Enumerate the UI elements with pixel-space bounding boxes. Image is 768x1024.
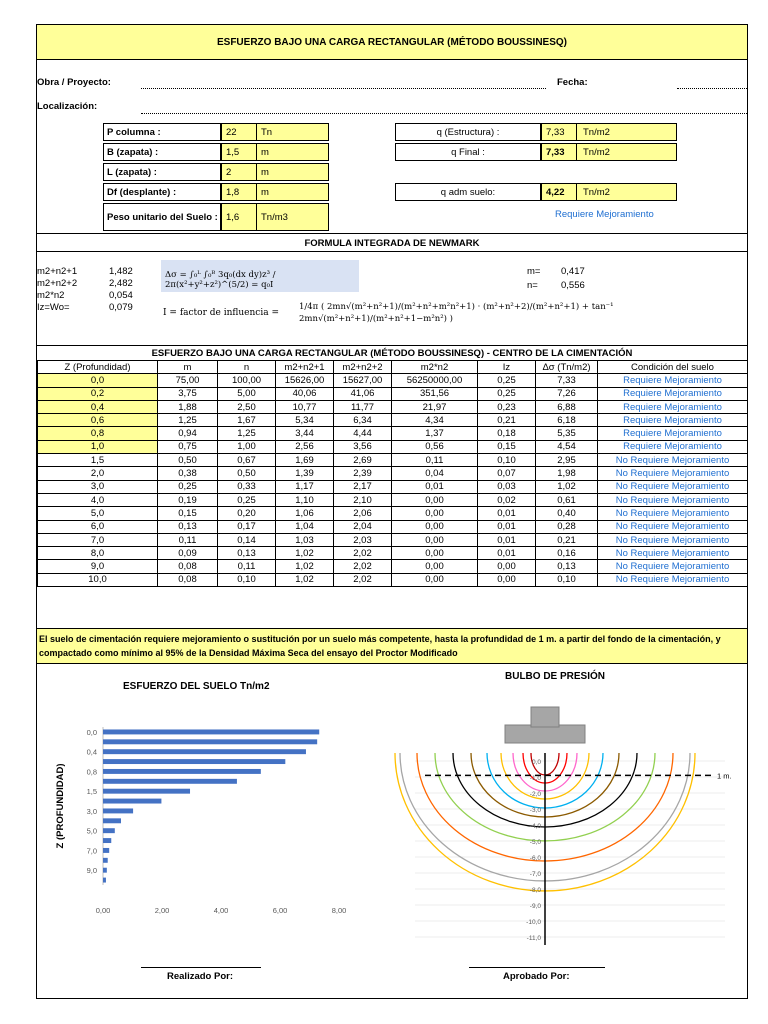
bar bbox=[103, 858, 108, 863]
table-cell: 15626,00 bbox=[276, 374, 334, 387]
worksheet bbox=[36, 24, 748, 999]
table-cell: 0,00 bbox=[392, 520, 478, 533]
table-cell: 2,02 bbox=[334, 560, 392, 573]
bulb-depth-tick: -3,0 bbox=[529, 807, 541, 814]
table-cell: 6,18 bbox=[536, 414, 598, 427]
input-unit: Tn bbox=[257, 123, 329, 141]
table-cell: 0,15 bbox=[478, 440, 536, 453]
table-header-cell: Condición del suelo bbox=[598, 361, 748, 374]
table-cell: 0,10 bbox=[478, 454, 536, 467]
table-cell: 2,04 bbox=[334, 520, 392, 533]
bulb-depth-tick: -2,0 bbox=[529, 791, 541, 798]
table-cell: 56250000,00 bbox=[392, 374, 478, 387]
newmark-param-value: 0,079 bbox=[109, 302, 133, 313]
realizado-label: Realizado Por: bbox=[167, 971, 233, 982]
table-cell: 0,33 bbox=[218, 480, 276, 493]
table-cell: No Requiere Mejoramiento bbox=[598, 480, 748, 493]
bulb-depth-tick: -11,0 bbox=[526, 935, 541, 942]
table-row bbox=[38, 560, 748, 573]
bulb-depth-tick: -7,0 bbox=[529, 871, 541, 878]
table-cell: 6,34 bbox=[334, 414, 392, 427]
bar bbox=[103, 729, 319, 734]
table-cell: 0,18 bbox=[478, 427, 536, 440]
bar-chart-y-tick: 5,0 bbox=[86, 826, 97, 836]
table-cell: 4,54 bbox=[536, 440, 598, 453]
table-row bbox=[38, 387, 748, 400]
table-cell: 100,00 bbox=[218, 374, 276, 387]
table-cell: 1,06 bbox=[276, 507, 334, 520]
bar-chart-y-tick: 9,0 bbox=[86, 866, 97, 876]
table-cell: 1,67 bbox=[218, 414, 276, 427]
table-header-cell: m bbox=[158, 361, 218, 374]
table-cell: 8,0 bbox=[38, 547, 158, 560]
table-cell: 1,37 bbox=[392, 427, 478, 440]
bulb-depth-tick: -8,0 bbox=[529, 887, 541, 894]
table-cell: 1,00 bbox=[218, 440, 276, 453]
table-cell: 21,97 bbox=[392, 400, 478, 413]
bar-chart-x-tick: 4,00 bbox=[213, 906, 229, 915]
localizacion-label: Localización: bbox=[37, 101, 98, 112]
table-cell: No Requiere Mejoramiento bbox=[598, 533, 748, 546]
table-cell: 1,88 bbox=[158, 400, 218, 413]
bar-chart bbox=[37, 715, 367, 915]
newmark-param-value: 2,482 bbox=[109, 278, 133, 289]
bulb-depth-tick: -10,0 bbox=[526, 919, 541, 926]
table-cell: Requiere Mejoramiento bbox=[598, 400, 748, 413]
table-cell: 0,01 bbox=[478, 533, 536, 546]
table-cell: 2,50 bbox=[218, 400, 276, 413]
table-cell: 0,10 bbox=[218, 573, 276, 586]
table-cell: 2,10 bbox=[334, 493, 392, 506]
bar bbox=[103, 779, 237, 784]
table-header-cell: m2+n2+1 bbox=[276, 361, 334, 374]
q-final-value: 7,33 bbox=[541, 143, 577, 161]
table-cell: 4,34 bbox=[392, 414, 478, 427]
table-cell: 2,0 bbox=[38, 467, 158, 480]
fecha-field[interactable] bbox=[677, 88, 747, 89]
formula-influence: 1/4π ( 2mn√(m²+n²+1)/(m²+n²+m²n²+1) · (m²+n²+2)/(m²+n²+1) + tan⁻¹ 2mn√(m²+n²+1)/(m²+n²+1−m²n²) ) bbox=[299, 302, 614, 324]
table-cell: 40,06 bbox=[276, 387, 334, 400]
table-cell: 6,88 bbox=[536, 400, 598, 413]
table-cell: 0,13 bbox=[536, 560, 598, 573]
table-cell: 0,25 bbox=[218, 493, 276, 506]
input-label: B (zapata) : bbox=[103, 143, 221, 161]
q-adm-value: 4,22 bbox=[541, 183, 577, 201]
table-cell: 0,19 bbox=[158, 493, 218, 506]
table-row bbox=[38, 467, 748, 480]
input-value[interactable]: 1,8 bbox=[221, 183, 257, 201]
table-cell: 0,00 bbox=[478, 573, 536, 586]
newmark-param-value: 1,482 bbox=[109, 266, 133, 277]
table-cell: 0,08 bbox=[158, 573, 218, 586]
table-cell: 0,20 bbox=[218, 507, 276, 520]
table-cell: 15627,00 bbox=[334, 374, 392, 387]
table-cell: Requiere Mejoramiento bbox=[598, 414, 748, 427]
bulb-chart-title: BULBO DE PRESIÓN bbox=[505, 671, 606, 682]
table-cell: 1,17 bbox=[276, 480, 334, 493]
table-cell: No Requiere Mejoramiento bbox=[598, 507, 748, 520]
q-final-label: q Final : bbox=[395, 143, 541, 161]
q-estructura-label: q (Estructura) : bbox=[395, 123, 541, 141]
table-cell: 0,00 bbox=[392, 533, 478, 546]
table-cell: 0,25 bbox=[158, 480, 218, 493]
table-row bbox=[38, 547, 748, 560]
input-unit: m bbox=[257, 183, 329, 201]
table-cell: 4,0 bbox=[38, 493, 158, 506]
bar-chart-y-tick: 1,5 bbox=[86, 787, 97, 797]
bar-chart-y-tick: 0,0 bbox=[86, 727, 97, 737]
input-label: P columna : bbox=[103, 123, 221, 141]
n-value: 0,556 bbox=[561, 280, 585, 291]
table-cell: 7,26 bbox=[536, 387, 598, 400]
table-cell: 10,0 bbox=[38, 573, 158, 586]
table-header-cell: Iz bbox=[478, 361, 536, 374]
table-header-cell: m2*n2 bbox=[392, 361, 478, 374]
table-cell: 0,16 bbox=[536, 547, 598, 560]
table-cell: 0,15 bbox=[158, 507, 218, 520]
q-final-unit: Tn/m2 bbox=[577, 143, 677, 161]
table-cell: 0,61 bbox=[536, 493, 598, 506]
table-row bbox=[38, 480, 748, 493]
table-cell: 41,06 bbox=[334, 387, 392, 400]
newmark-param-label: m2+n2+2 bbox=[37, 278, 78, 289]
table-cell: 3,75 bbox=[158, 387, 218, 400]
bar-chart-title: ESFUERZO DEL SUELO Tn/m2 bbox=[123, 681, 270, 692]
newmark-param-value: 0,054 bbox=[109, 290, 133, 301]
bar-chart-y-tick: 0,8 bbox=[86, 767, 97, 777]
table-cell: 2,02 bbox=[334, 573, 392, 586]
table-cell: 1,5 bbox=[38, 454, 158, 467]
bar bbox=[103, 789, 190, 794]
table-cell: 1,10 bbox=[276, 493, 334, 506]
m-label: m= bbox=[527, 266, 541, 277]
table-cell: 0,00 bbox=[392, 493, 478, 506]
input-value[interactable]: 2 bbox=[221, 163, 257, 181]
table-cell: 1,02 bbox=[276, 573, 334, 586]
q-estructura-value: 7,33 bbox=[541, 123, 577, 141]
table-cell: 1,39 bbox=[276, 467, 334, 480]
table-title: ESFUERZO BAJO UNA CARGA RECTANGULAR (MÉTODO BOUSSINESQ) - CENTRO DE LA CIMENTACIÓN bbox=[151, 348, 633, 359]
table-cell: 0,01 bbox=[478, 507, 536, 520]
table-cell: 3,56 bbox=[334, 440, 392, 453]
table-cell: 0,50 bbox=[218, 467, 276, 480]
bar bbox=[103, 868, 107, 873]
table-row bbox=[38, 507, 748, 520]
table-cell: 2,06 bbox=[334, 507, 392, 520]
table-cell: 1,03 bbox=[276, 533, 334, 546]
table-cell: 0,13 bbox=[218, 547, 276, 560]
table-cell: 0,0 bbox=[38, 374, 158, 387]
table-cell: 0,03 bbox=[478, 480, 536, 493]
table-cell: No Requiere Mejoramiento bbox=[598, 454, 748, 467]
table-cell: 0,2 bbox=[38, 387, 158, 400]
table-cell: 0,00 bbox=[392, 547, 478, 560]
table-cell: 1,69 bbox=[276, 454, 334, 467]
table-cell: 1,25 bbox=[158, 414, 218, 427]
bar bbox=[103, 838, 111, 843]
table-cell: 2,69 bbox=[334, 454, 392, 467]
q-adm-label: q adm suelo: bbox=[395, 183, 541, 201]
input-value[interactable]: 22 bbox=[221, 123, 257, 141]
bulb-depth-tick: -5,0 bbox=[529, 839, 541, 846]
input-label: Df (desplante) : bbox=[103, 183, 221, 201]
table-cell: 0,11 bbox=[158, 533, 218, 546]
bar-chart-y-tick: 7,0 bbox=[86, 846, 97, 856]
table-cell: 0,09 bbox=[158, 547, 218, 560]
table-cell: 1,02 bbox=[276, 560, 334, 573]
formula-integral: Δσ = ∫₀ᴸ ∫₀ᴮ 3q₀(dx dy)z³ / 2π(x²+y²+z²)^(5/2) = q₀I bbox=[165, 270, 276, 290]
table-cell: 0,11 bbox=[218, 560, 276, 573]
formula-influence-label: I = factor de influencia = bbox=[163, 308, 279, 318]
table-cell: 0,75 bbox=[158, 440, 218, 453]
table-cell: 0,6 bbox=[38, 414, 158, 427]
bar-chart-y-tick: 0,4 bbox=[86, 747, 97, 757]
table-cell: 6,0 bbox=[38, 520, 158, 533]
table-row bbox=[38, 454, 748, 467]
bulb-depth-tick: -6,0 bbox=[529, 855, 541, 862]
results-table bbox=[37, 360, 748, 587]
newmark-param-label: Iz=Wo= bbox=[37, 302, 70, 313]
bar bbox=[103, 739, 317, 744]
localizacion-field[interactable] bbox=[141, 113, 747, 114]
table-cell: 0,07 bbox=[478, 467, 536, 480]
table-row bbox=[38, 374, 748, 387]
table-cell: 5,34 bbox=[276, 414, 334, 427]
table-cell: 11,77 bbox=[334, 400, 392, 413]
q-status: Requiere Mejoramiento bbox=[555, 209, 654, 220]
obra-label: Obra / Proyecto: bbox=[37, 77, 111, 88]
table-cell: 0,28 bbox=[536, 520, 598, 533]
table-cell: 3,0 bbox=[38, 480, 158, 493]
page-title: ESFUERZO BAJO UNA CARGA RECTANGULAR (MÉTODO BOUSSINESQ) bbox=[37, 25, 747, 60]
table-cell: No Requiere Mejoramiento bbox=[598, 560, 748, 573]
table-cell: 1,02 bbox=[536, 480, 598, 493]
bar-chart-x-tick: 2,00 bbox=[154, 906, 170, 915]
bar bbox=[103, 749, 306, 754]
table-cell: 0,01 bbox=[478, 520, 536, 533]
table-cell: 1,98 bbox=[536, 467, 598, 480]
table-cell: 0,56 bbox=[392, 440, 478, 453]
table-cell: 0,10 bbox=[536, 573, 598, 586]
table-cell: 1,02 bbox=[276, 547, 334, 560]
bar-chart-x-tick: 8,00 bbox=[331, 906, 347, 915]
table-cell: 1,04 bbox=[276, 520, 334, 533]
table-cell: Requiere Mejoramiento bbox=[598, 387, 748, 400]
table-cell: 7,0 bbox=[38, 533, 158, 546]
table-row bbox=[38, 440, 748, 453]
bar bbox=[103, 769, 261, 774]
table-body bbox=[38, 374, 748, 587]
bar bbox=[103, 818, 121, 823]
bulb-depth-tick: -1,0 bbox=[529, 775, 541, 782]
input-unit: Tn/m3 bbox=[257, 203, 329, 231]
table-cell: 351,56 bbox=[392, 387, 478, 400]
table-cell: 0,25 bbox=[478, 374, 536, 387]
table-cell: No Requiere Mejoramiento bbox=[598, 573, 748, 586]
table-cell: 0,02 bbox=[478, 493, 536, 506]
table-cell: 2,95 bbox=[536, 454, 598, 467]
input-unit: m bbox=[257, 163, 329, 181]
table-cell: 0,21 bbox=[536, 533, 598, 546]
table-cell: No Requiere Mejoramiento bbox=[598, 493, 748, 506]
table-cell: 0,04 bbox=[392, 467, 478, 480]
footing-base bbox=[505, 725, 585, 743]
bulb-depth-tick: -4,0 bbox=[529, 823, 541, 830]
table-header-row bbox=[38, 361, 748, 374]
bulb-depth-tick: -9,0 bbox=[529, 903, 541, 910]
input-label: Peso unitario del Suelo : bbox=[103, 203, 221, 231]
table-cell: 0,38 bbox=[158, 467, 218, 480]
table-cell: 4,44 bbox=[334, 427, 392, 440]
table-cell: 0,08 bbox=[158, 560, 218, 573]
input-label: L (zapata) : bbox=[103, 163, 221, 181]
table-cell: Requiere Mejoramiento bbox=[598, 374, 748, 387]
table-cell: No Requiere Mejoramiento bbox=[598, 520, 748, 533]
table-cell: 75,00 bbox=[158, 374, 218, 387]
newmark-param-label: m2+n2+1 bbox=[37, 266, 78, 277]
table-cell: 0,01 bbox=[392, 480, 478, 493]
table-cell: No Requiere Mejoramiento bbox=[598, 467, 748, 480]
table-cell: 5,00 bbox=[218, 387, 276, 400]
bar bbox=[103, 878, 106, 883]
bulb-depth-tick: 0,0 bbox=[531, 759, 541, 766]
q-estructura-unit: Tn/m2 bbox=[577, 123, 677, 141]
table-cell: 0,94 bbox=[158, 427, 218, 440]
table-cell: 0,14 bbox=[218, 533, 276, 546]
bar-chart-x-tick: 0,00 bbox=[95, 906, 111, 915]
bar bbox=[103, 808, 133, 813]
table-header-cell: m2+n2+2 bbox=[334, 361, 392, 374]
input-unit: m bbox=[257, 143, 329, 161]
bar-chart-y-label: Z (PROFUNDIDAD) bbox=[55, 763, 66, 849]
table-cell: 1,0 bbox=[38, 440, 158, 453]
bar bbox=[103, 759, 285, 764]
input-value[interactable]: 1,5 bbox=[221, 143, 257, 161]
table-row bbox=[38, 414, 748, 427]
table-cell: Requiere Mejoramiento bbox=[598, 427, 748, 440]
table-cell: 0,4 bbox=[38, 400, 158, 413]
table-cell: Requiere Mejoramiento bbox=[598, 440, 748, 453]
table-cell: 0,00 bbox=[392, 560, 478, 573]
column bbox=[531, 707, 559, 727]
table-cell: 0,67 bbox=[218, 454, 276, 467]
table-header-cell: Z (Profundidad) bbox=[38, 361, 158, 374]
fecha-label: Fecha: bbox=[557, 77, 588, 88]
q-adm-unit: Tn/m2 bbox=[577, 183, 677, 201]
table-row bbox=[38, 427, 748, 440]
table-row bbox=[38, 573, 748, 586]
bar-chart-y-tick: 3,0 bbox=[86, 806, 97, 816]
table-cell: 9,0 bbox=[38, 560, 158, 573]
table-header-cell: n bbox=[218, 361, 276, 374]
table-cell: 0,01 bbox=[478, 547, 536, 560]
m-value: 0,417 bbox=[561, 266, 585, 277]
table-cell: 1,25 bbox=[218, 427, 276, 440]
table-cell: 2,02 bbox=[334, 547, 392, 560]
aprobado-label: Aprobado Por: bbox=[503, 971, 570, 982]
table-cell: 0,8 bbox=[38, 427, 158, 440]
n-label: n= bbox=[527, 280, 538, 291]
newmark-title: FORMULA INTEGRADA DE NEWMARK bbox=[304, 238, 480, 249]
table-cell: 10,77 bbox=[276, 400, 334, 413]
table-cell: 5,0 bbox=[38, 507, 158, 520]
table-row bbox=[38, 400, 748, 413]
reference-line-label: 1 m. bbox=[717, 771, 732, 781]
table-row bbox=[38, 533, 748, 546]
table-cell: No Requiere Mejoramiento bbox=[598, 547, 748, 560]
table-cell: 2,03 bbox=[334, 533, 392, 546]
table-cell: 0,25 bbox=[478, 387, 536, 400]
table-cell: 0,00 bbox=[392, 573, 478, 586]
table-cell: 0,23 bbox=[478, 400, 536, 413]
table-cell: 2,17 bbox=[334, 480, 392, 493]
newmark-param-label: m2*n2 bbox=[37, 290, 65, 301]
table-cell: 0,40 bbox=[536, 507, 598, 520]
table-cell: 7,33 bbox=[536, 374, 598, 387]
table-cell: 2,56 bbox=[276, 440, 334, 453]
table-cell: 3,44 bbox=[276, 427, 334, 440]
bar-chart-x-tick: 6,00 bbox=[272, 906, 288, 915]
table-cell: 0,00 bbox=[478, 560, 536, 573]
conclusion-note: El suelo de cimentación requiere mejoramiento o sustitución por un suelo más competente, hasta la profundidad de 1 m. a partir del fondo de la cimentación, y compactado como mínimo al 95% de la Densidad Máxima Seca del ensayo del Proctor Modificado bbox=[37, 628, 747, 664]
bar bbox=[103, 828, 115, 833]
table-cell: 5,35 bbox=[536, 427, 598, 440]
table-cell: 0,00 bbox=[392, 507, 478, 520]
table-cell: 0,17 bbox=[218, 520, 276, 533]
table-row bbox=[38, 520, 748, 533]
table-cell: 0,13 bbox=[158, 520, 218, 533]
table-cell: 0,21 bbox=[478, 414, 536, 427]
table-header-cell: Δσ (Tn/m2) bbox=[536, 361, 598, 374]
bar bbox=[103, 799, 161, 804]
table-cell: 0,50 bbox=[158, 454, 218, 467]
table-row bbox=[38, 493, 748, 506]
input-value[interactable]: 1,6 bbox=[221, 203, 257, 231]
table-cell: 2,39 bbox=[334, 467, 392, 480]
obra-field[interactable] bbox=[141, 88, 546, 89]
bar bbox=[103, 848, 109, 853]
pressure-bulb-chart bbox=[385, 685, 747, 945]
table-cell: 0,11 bbox=[392, 454, 478, 467]
